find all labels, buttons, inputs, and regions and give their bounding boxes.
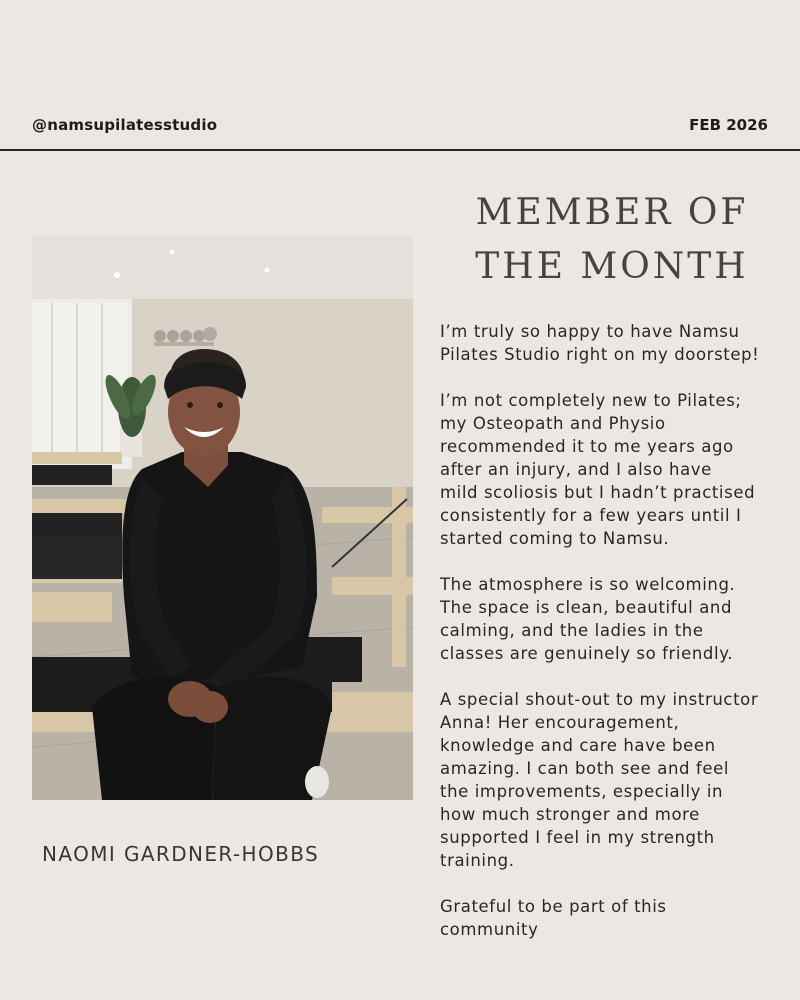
testimonial-text <box>440 320 790 964</box>
title-line-2: THE MONTH <box>475 246 749 287</box>
member-photo <box>32 237 413 800</box>
header-divider <box>0 149 800 151</box>
testimonial-paragraph-3: The atmosphere is so welcoming. The space is clean, beautiful and calming, and the ladies in the classes are genuinely so friendly. <box>440 575 736 663</box>
testimonial-paragraph-4: A special shout-out to my instructor Anna! Her encouragement, knowledge and care have been amazing. I can both see and feel the improvements, especially in how much stronger and more supported I feel in my strength training. <box>440 690 759 870</box>
issue-date: FEB 2026 <box>689 116 768 134</box>
title-line-1: MEMBER OF <box>475 192 749 233</box>
testimonial-paragraph-5: Grateful to be part of this community <box>440 897 667 939</box>
testimonial-paragraph-1: I’m truly so happy to have Namsu Pilates Studio right on my doorstep! <box>440 322 760 364</box>
member-name: NAOMI GARDNER-HOBBS <box>42 842 320 866</box>
page-title <box>442 186 782 294</box>
testimonial-paragraph-2: I’m not completely new to Pilates; my Osteopath and Physio recommended it to me years ago after an injury, and I also have mild scoliosis but I hadn’t practised consistently for a few years until I started coming to Namsu. <box>440 391 756 548</box>
studio-handle: @namsupilatesstudio <box>32 116 218 134</box>
